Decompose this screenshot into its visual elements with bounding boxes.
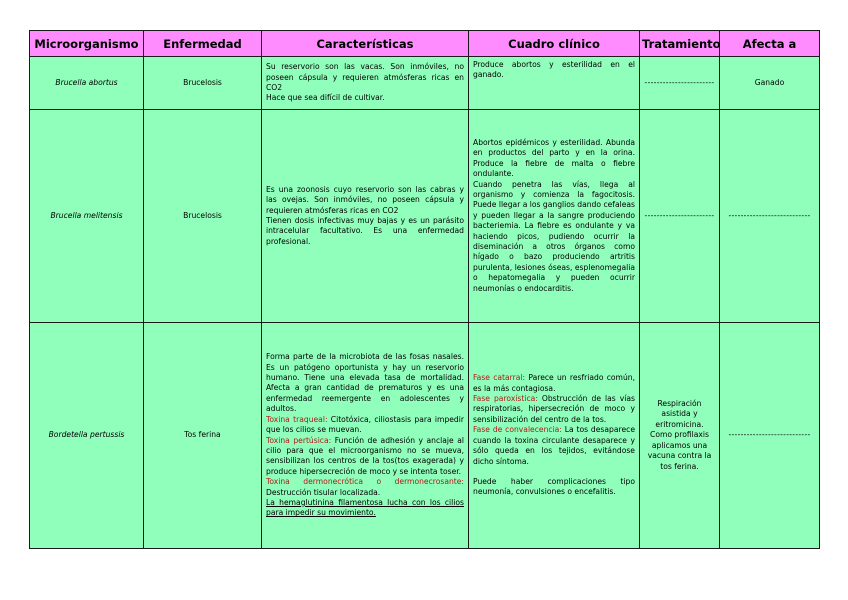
fase-catarral-text: Parece un resfriado común, es la más contagiosa. (473, 373, 635, 393)
cell-caracteristicas (262, 323, 469, 549)
toxina-dermonecrotica-label: Toxina dermonecrótica o dermonecrosante: (266, 477, 464, 487)
cell-enfermedad: Brucelosis (144, 57, 262, 110)
cell-tratamiento: Respiración asistida y eritromicina. Como profilaxis aplicamos una vacuna contra la tos ferina. (640, 323, 720, 549)
caracteristicas-paragraph: Hace que sea difícil de cultivar. (266, 93, 385, 103)
toxina-traqueal (266, 415, 464, 436)
cell-microorganismo: Brucella melitensis (30, 110, 144, 323)
cell-cuadro-clinico (469, 110, 640, 323)
cell-cuadro-clinico: Produce abortos y esterilidad en el ganado. (469, 57, 640, 110)
cuadro-paragraph: Cuando penetra las vías, llega al organismo y comienza la fagocitosis. Puede llegar a los ganglios dando cefaleas y pueden llegar a la sangre produciendo bacteriemia. La fiebre es ondulante y va haciendo picos, pudiendo ocurrir la diseminación a otros órganos como hígado o bazo produciendo artritis purulenta, lesiones óseas, esplenomegalia o hepatomegalia y pueden ocurrir neumonías o endocarditis. (473, 179, 636, 293)
cell-microorganismo: Brucella abortus (30, 57, 144, 110)
cell-afecta-a: --------------------------- (720, 323, 820, 549)
table-header-row (30, 31, 820, 57)
cell-enfermedad: Brucelosis (144, 110, 262, 323)
header-microorganismo: Microorganismo (30, 31, 144, 57)
cell-tratamiento: ----------------------- (640, 57, 720, 110)
fase-catarral-label: Fase catarral: (473, 373, 526, 383)
fase-paroxistica-text: Obstrucción de las vías respiratorias, hipersecreción de moco y sensibilización del centro de la tos. (473, 394, 635, 424)
caracteristicas-paragraph: Es una zoonosis cuyo reservorio son las cabras y las ovejas. Son inmóviles, no poseen cápsula y requieren atmósferas ricas en CO2 (266, 184, 464, 215)
cuadro-paragraph: Abortos epidémicos y esterilidad. Abunda en productos del parto y en la orina. Produce la fiebre de malta o fiebre ondulante. (473, 137, 635, 179)
fase-paroxistica (473, 394, 635, 425)
toxina-pertusica-text: Función de adhesión y anclaje al cilio para que el microorganismo no se mueva, sensibilizan los centros de la tos(tos exagerada) y produce hipersecreción de moco y se intenta toser. (266, 435, 464, 476)
hemaglutinina-note: La hemaglutinina filamentosa lucha con los cilios para impedir su movimiento. (266, 497, 464, 518)
header-caracteristicas: Características (262, 31, 469, 57)
fase-convalecencia (473, 425, 635, 467)
fase-convalecencia-label: Fase de convalecencia: (473, 425, 562, 435)
caracteristicas-paragraph: Su reservorio son las vacas. Son inmóviles, no poseen cápsula y requieren atmósferas ricas en CO2 (266, 62, 464, 92)
toxina-traqueal-text: Citotóxica, ciliostasis para impedir que los cilios se muevan. (266, 414, 464, 435)
header-cuadro-clinico: Cuadro clínico (469, 31, 640, 57)
toxina-dermonecrotica-text: Destrucción tisular localizada. (266, 487, 381, 497)
cell-caracteristicas (262, 110, 469, 323)
cell-enfermedad: Tos ferina (144, 323, 262, 549)
caracteristicas-intro: Forma parte de la microbiota de las fosas nasales. Es un patógeno oportunista y hay un reservorio humano. Tiene una elevada tasa de mortalidad. Afecta a gran cantidad de prematuros y es una enfermedad reemergente en adolescentes y adultos. (266, 352, 464, 414)
cell-afecta-a: Ganado (720, 57, 820, 110)
microorganism-table (29, 30, 820, 549)
header-afecta-a: Afecta a (720, 31, 820, 57)
cell-tratamiento: ----------------------- (640, 110, 720, 323)
fase-catarral (473, 373, 635, 394)
caracteristicas-paragraph: Tienen dosis infectivas muy bajas y es un parásito intracelular facultativo. Es una enfermedad profesional. (266, 216, 464, 246)
header-enfermedad: Enfermedad (144, 31, 262, 57)
cell-microorganismo: Bordetella pertussis (30, 323, 144, 549)
table-row (30, 323, 820, 549)
complicaciones: Puede haber complicaciones tipo neumonía, convulsiones o encefalitis. (473, 476, 635, 497)
cell-caracteristicas (262, 57, 469, 110)
toxina-pertusica-label: Toxina pertúsica: (266, 435, 332, 445)
header-tratamiento: Tratamiento (640, 31, 720, 57)
toxina-dermonecrotica (266, 477, 464, 498)
toxina-traqueal-label: Toxina traqueal: (266, 414, 328, 424)
table-row (30, 57, 820, 110)
cell-cuadro-clinico (469, 323, 640, 549)
cell-afecta-a: --------------------------- (720, 110, 820, 323)
table-row (30, 110, 820, 323)
paragraph-gap (473, 467, 635, 477)
fase-paroxistica-label: Fase paroxística: (473, 394, 538, 404)
fase-convalecencia-text: La tos desaparece cuando la toxina circulante desaparece y sólo queda en los tejidos, evitándose dicho síntoma. (473, 425, 635, 466)
toxina-pertusica (266, 436, 464, 478)
